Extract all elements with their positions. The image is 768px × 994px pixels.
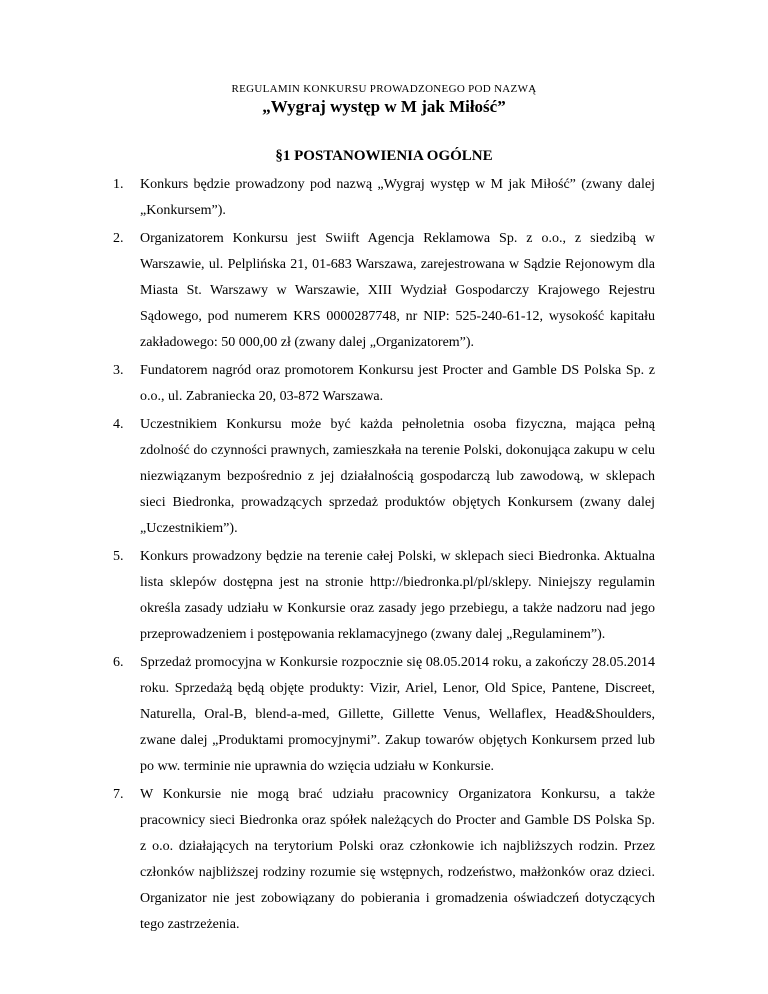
item-text: Konkurs prowadzony będzie na terenie całej Polski, w sklepach sieci Biedronka. Aktualna lista sklepów dostępna jest na stronie http://biedronka.pl/pl/sklepy. Niniejszy regulamin określa zasady udziału w Konkursie oraz zasady jego przebiegu, a także nadzoru nad jego przeprowadzeniem i postępowania reklamacyjnego (zwany dalej „Regulaminem”). [140,549,655,642]
item-text: Fundatorem nagród oraz promotorem Konkursu jest Procter and Gamble DS Polska Sp. z o.o., ul. Zabraniecka 20, 03-872 Warszawa. [140,363,655,404]
list-item [113,412,655,542]
list-item [113,544,655,648]
list-item [113,358,655,410]
item-number: 1. [113,177,124,192]
item-number: 3. [113,363,124,378]
list-item [113,226,655,356]
item-number: 2. [113,231,124,246]
item-text: Uczestnikiem Konkursu może być każda pełnoletnia osoba fizyczna, mająca pełną zdolność do czynności prawnych, zamieszkała na terenie Polski, dokonująca zakupu w celu niezwiązanym bezpośrednio z jej działalnością gospodarczą lub zawodową, w sklepach sieci Biedronka, prowadzących sprzedaż produktów objętych Konkursem (zwany dalej „Uczestnikiem”). [140,417,655,536]
document-pre-title: REGULAMIN KONKURSU PROWADZONEGO POD NAZWĄ [231,83,537,95]
list-item [113,650,655,780]
item-text: Organizatorem Konkursu jest Swiift Agencja Reklamowa Sp. z o.o., z siedzibą w Warszawie, ul. Pelplińska 21, 01-683 Warszawa, zarejestrowana w Sądzie Rejonowym dla Miasta St. Warszawy w Warszawie, XIII Wydział Gospodarczy Krajowego Rejestru Sądowego, pod numerem KRS 0000287748, nr NIP: 525-240-61-12, wysokość kapitału zakładowego: 50 000,00 zł (zwany dalej „Organizatorem”). [140,231,655,350]
list-item [113,172,655,224]
item-text: Sprzedaż promocyjna w Konkursie rozpocznie się 08.05.2014 roku, a zakończy 28.05.2014 roku. Sprzedażą będą objęte produkty: Vizir, Ariel, Lenor, Old Spice, Pantene, Discreet, Naturella, Oral-B, blend-a-med, Gillette, Gillette Venus, Wellaflex, Head&Shoulders, zwane dalej „Produktami promocyjnymi”. Zakup towarów objętych Konkursem przed lub po ww. terminie nie uprawnia do wzięcia udziału w Konkursie. [140,655,655,774]
section-heading: §1 POSTANOWIENIA OGÓLNE [275,148,493,164]
list-item [113,782,655,938]
item-number: 4. [113,417,124,432]
document-title: „Wygraj występ w M jak Miłość” [262,97,506,116]
item-text: Konkurs będzie prowadzony pod nazwą „Wygraj występ w M jak Miłość” (zwany dalej „Konkursem”). [140,177,655,218]
item-number: 6. [113,655,124,670]
item-number: 7. [113,787,124,802]
item-text: W Konkursie nie mogą brać udziału pracownicy Organizatora Konkursu, a także pracownicy sieci Biedronka oraz spółek należących do Procter and Gamble DS Polska Sp. z o.o. działających na terytorium Polski oraz członkowie ich najbliższych rodzin. Przez członków najbliższej rodziny rozumie się wstępnych, rodzeństwo, małżonków oraz dzieci. Organizator nie jest zobowiązany do pobierania i gromadzenia oświadczeń dotyczących tego zastrzeżenia. [140,787,655,932]
regulations-list [113,172,655,940]
item-number: 5. [113,549,124,564]
